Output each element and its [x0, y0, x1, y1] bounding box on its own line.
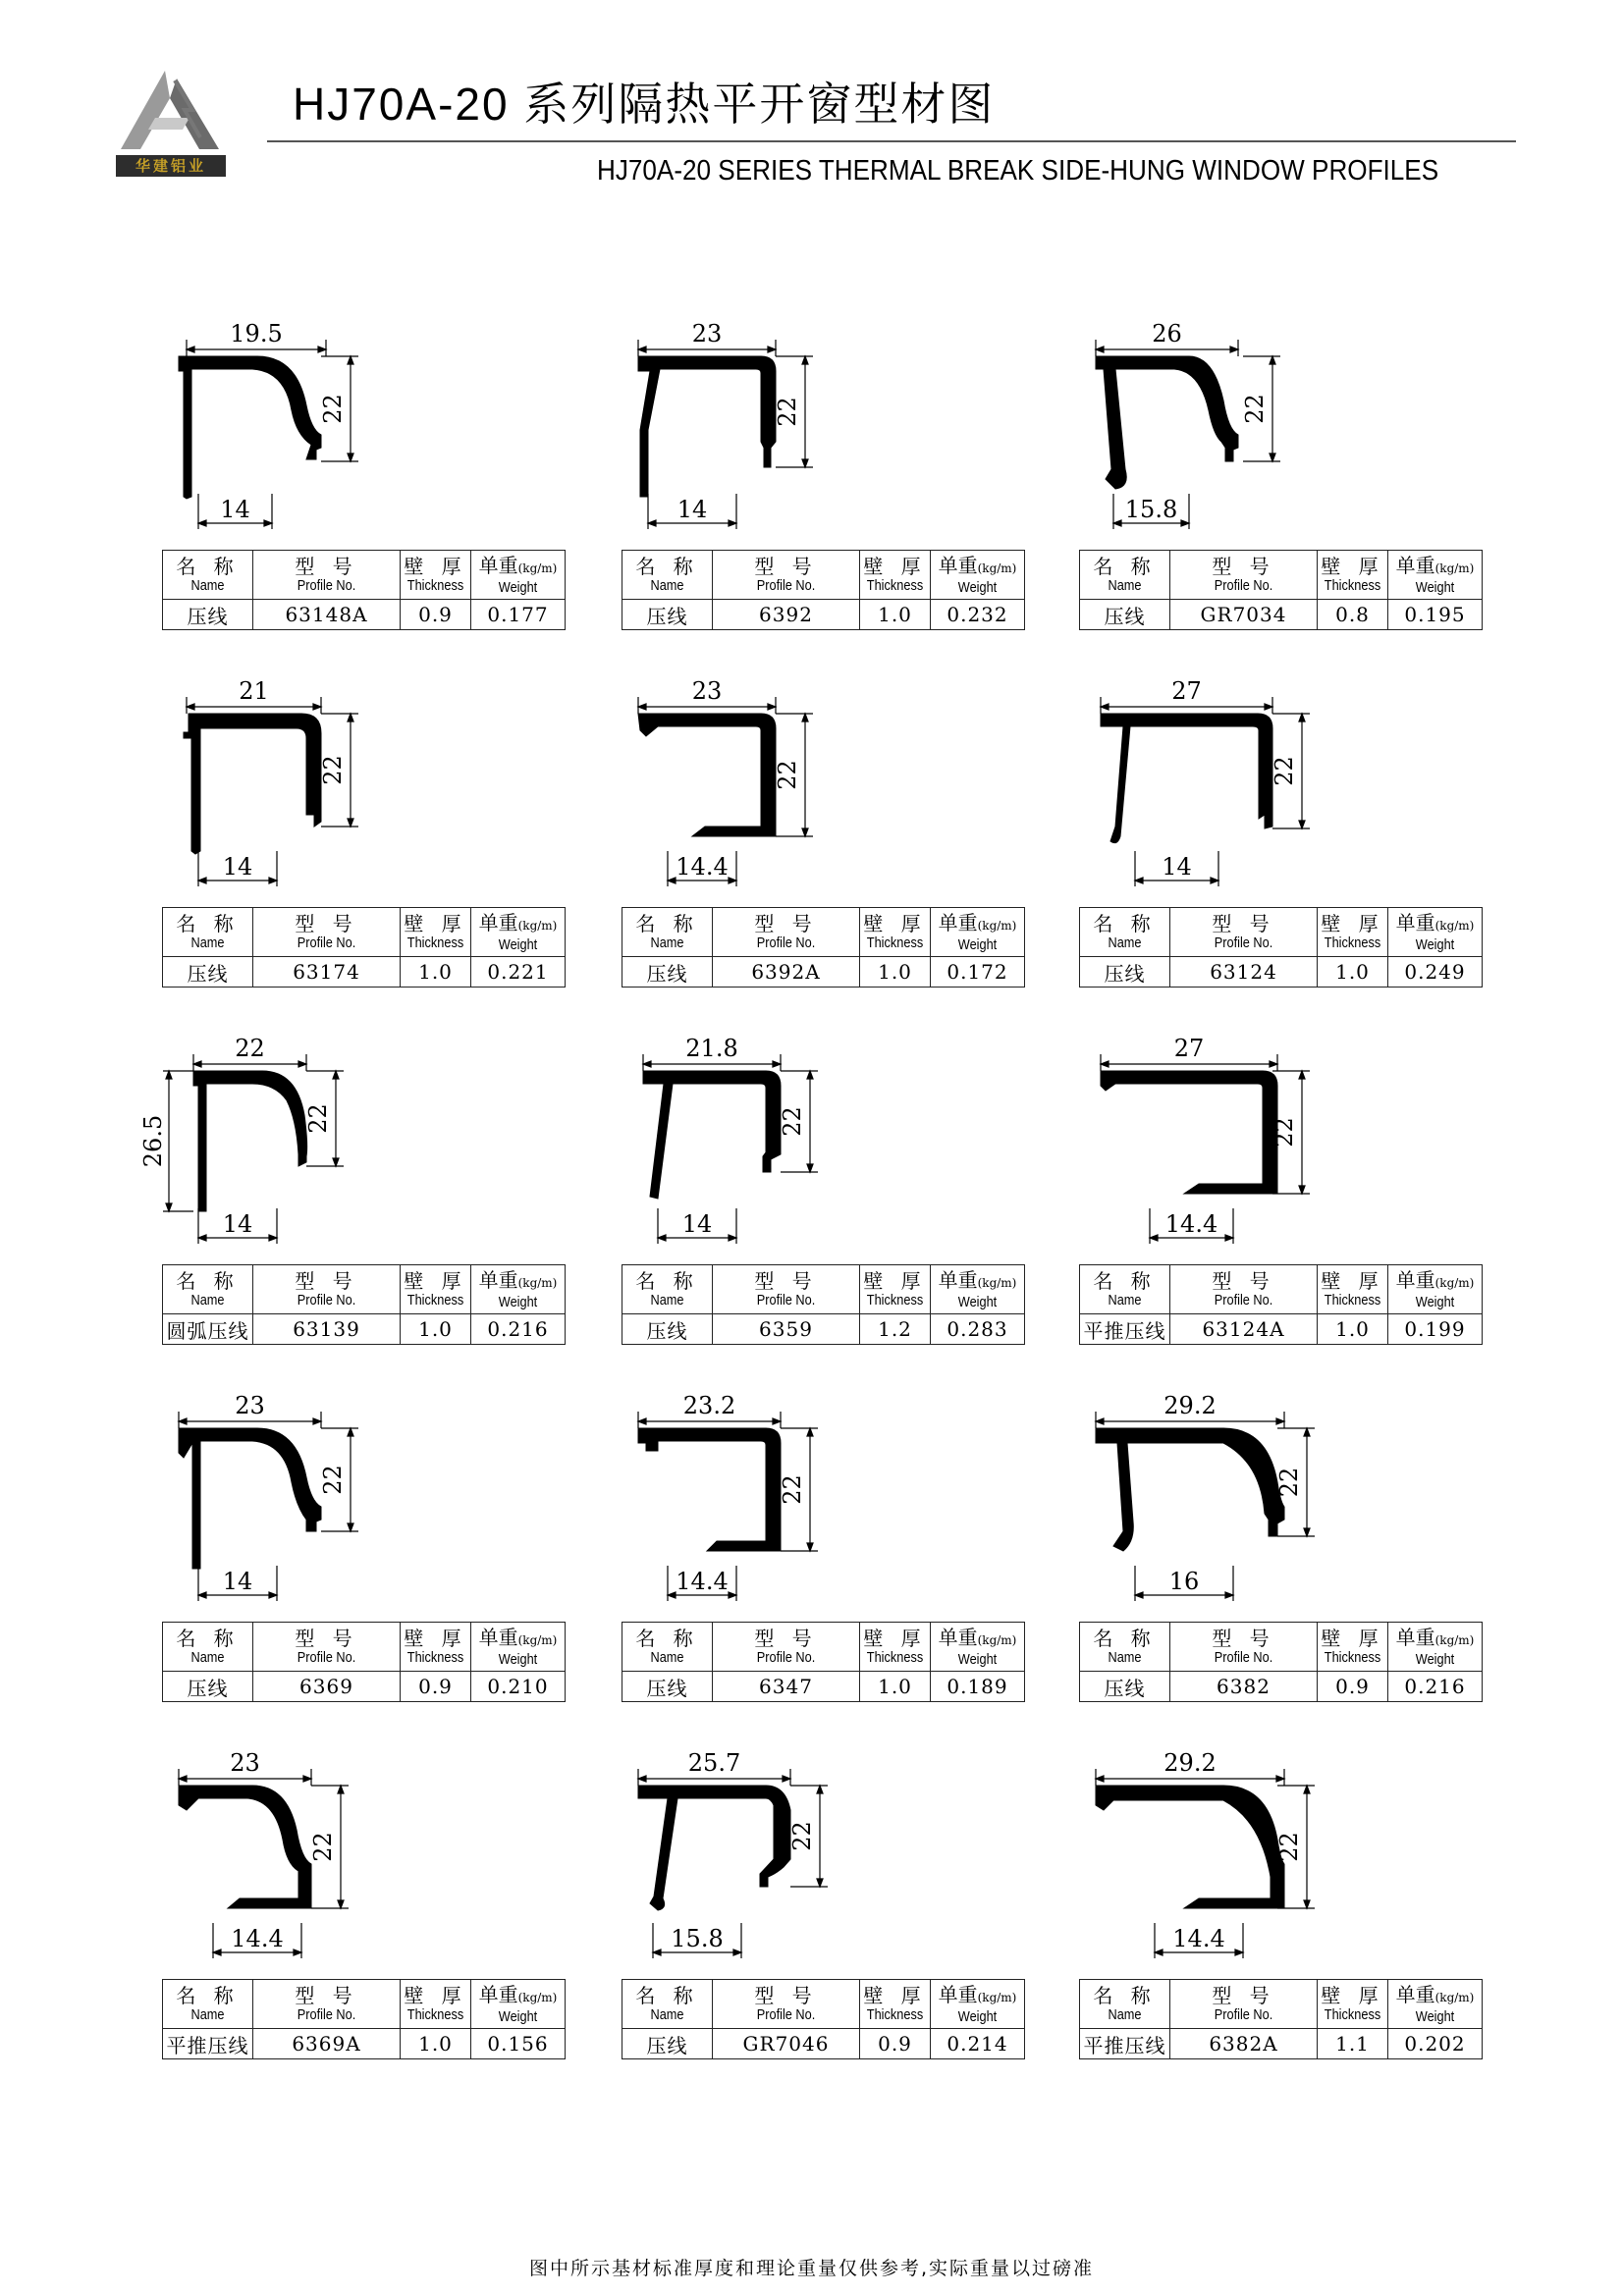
- dim-width-label: 27: [1171, 677, 1202, 705]
- profile-name: 压线: [163, 1672, 253, 1702]
- header-name: 名 称 Name: [163, 908, 253, 957]
- header-weight: 单重(kg/m) Weight: [1388, 1980, 1483, 2029]
- profile-drawing-11: [619, 1384, 893, 1620]
- spec-table-14: [622, 1979, 1025, 2059]
- spec-value-row: [163, 1672, 566, 1702]
- spec-header-row: [1080, 1623, 1483, 1672]
- spec-value-row: [622, 2029, 1025, 2059]
- dim-base-label: 14: [222, 1568, 253, 1595]
- profile-number: 63124A: [1170, 1314, 1318, 1345]
- spec-header-row: [163, 1265, 566, 1314]
- profile-section-shape: [638, 1428, 781, 1551]
- header-weight: 单重(kg/m) Weight: [471, 908, 566, 957]
- header-name: 名 称 Name: [622, 1623, 713, 1672]
- profile-weight: 0.214: [931, 2029, 1025, 2059]
- header-profile-no: 型 号 Profile No.: [253, 1980, 401, 2029]
- spec-header-row: [163, 1980, 566, 2029]
- spec-value-row: [1080, 1314, 1483, 1345]
- spec-header-row: [163, 908, 566, 957]
- dim-width-label: 29.2: [1163, 1392, 1217, 1419]
- profile-number: 63124: [1170, 957, 1318, 988]
- dim-width-label: 22: [235, 1035, 265, 1062]
- header-profile-no: 型 号 Profile No.: [253, 1623, 401, 1672]
- profile-thickness: 1.0: [401, 2029, 471, 2059]
- header-thickness: 壁 厚 Thickness: [401, 1623, 471, 1672]
- profile-name: 压线: [622, 1672, 713, 1702]
- profile-drawing-6: [1076, 669, 1351, 905]
- dim-height-label: 22: [309, 1832, 337, 1862]
- spec-table-10: [162, 1622, 566, 1702]
- spec-table-4: [162, 907, 566, 988]
- spec-table-12: [1079, 1622, 1483, 1702]
- dim-width-label: 25.7: [687, 1749, 741, 1777]
- profile-number: 63148A: [253, 600, 401, 630]
- title-divider: [267, 140, 1516, 142]
- profile-number: 63139: [253, 1314, 401, 1345]
- profile-name: 平推压线: [1080, 2029, 1170, 2059]
- profile-name: 压线: [1080, 600, 1170, 630]
- header-weight: 单重(kg/m) Weight: [1388, 1623, 1483, 1672]
- dim-height-label: 22: [1271, 756, 1298, 786]
- profile-drawing-5: [619, 669, 893, 905]
- profile-name: 圆弧压线: [163, 1314, 253, 1345]
- header-name: 名 称 Name: [1080, 551, 1170, 600]
- dim-base-label: 14.4: [231, 1925, 284, 1952]
- header-weight: 单重(kg/m) Weight: [931, 1623, 1025, 1672]
- profile-name: 压线: [622, 2029, 713, 2059]
- header-name: 名 称 Name: [1080, 1265, 1170, 1314]
- profile-drawing-13: [159, 1741, 434, 1977]
- profile-number: 63174: [253, 957, 401, 988]
- profile-number: GR7034: [1170, 600, 1318, 630]
- profile-weight: 0.202: [1388, 2029, 1483, 2059]
- dim-width-label: 23: [230, 1749, 260, 1777]
- header-weight: 单重(kg/m) Weight: [471, 1980, 566, 2029]
- profile-drawing-4: [159, 669, 434, 905]
- profile-weight: 0.199: [1388, 1314, 1483, 1345]
- spec-table-2: [622, 550, 1025, 630]
- dim-height-label: 22: [774, 760, 801, 790]
- profile-thickness: 1.0: [860, 957, 931, 988]
- profile-thickness: 0.8: [1318, 600, 1388, 630]
- profile-name: 压线: [163, 957, 253, 988]
- spec-header-row: [163, 1623, 566, 1672]
- header-profile-no: 型 号 Profile No.: [253, 1265, 401, 1314]
- header-thickness: 壁 厚 Thickness: [860, 1980, 931, 2029]
- profile-weight: 0.216: [1388, 1672, 1483, 1702]
- header-thickness: 壁 厚 Thickness: [1318, 1265, 1388, 1314]
- header-thickness: 壁 厚 Thickness: [401, 1265, 471, 1314]
- profile-section-shape: [638, 356, 776, 497]
- spec-table-7: [162, 1264, 566, 1345]
- dim-height-label: 22: [774, 397, 801, 427]
- spec-value-row: [163, 2029, 566, 2059]
- dim-base-label: 14: [1162, 853, 1192, 881]
- logo-text: 华建铝业: [116, 155, 226, 177]
- profile-section-shape: [179, 1786, 311, 1908]
- header-profile-no: 型 号 Profile No.: [713, 1980, 860, 2029]
- header-profile-no: 型 号 Profile No.: [1170, 1265, 1318, 1314]
- dim-base-label: 14: [222, 853, 253, 881]
- dim-width-label: 23: [235, 1392, 265, 1419]
- profile-thickness: 1.0: [401, 1314, 471, 1345]
- profile-number: 6369A: [253, 2029, 401, 2059]
- dim-base-label: 14: [220, 496, 250, 523]
- header-weight: 单重(kg/m) Weight: [931, 1980, 1025, 2029]
- profile-name: 压线: [163, 600, 253, 630]
- profile-drawing-14: [619, 1741, 893, 1977]
- profile-weight: 0.195: [1388, 600, 1483, 630]
- spec-table-9: [1079, 1264, 1483, 1345]
- profile-number: 6392: [713, 600, 860, 630]
- profile-weight: 0.172: [931, 957, 1025, 988]
- profile-drawing-12: [1076, 1384, 1351, 1620]
- dim-height-label: 22: [779, 1474, 806, 1505]
- profile-weight: 0.283: [931, 1314, 1025, 1345]
- profile-weight: 0.210: [471, 1672, 566, 1702]
- profile-thickness: 0.9: [401, 600, 471, 630]
- profile-section-shape: [179, 1428, 321, 1569]
- header-name: 名 称 Name: [622, 1980, 713, 2029]
- spec-header-row: [622, 1623, 1025, 1672]
- dim-height-label: 22: [319, 1465, 347, 1495]
- profile-name: 压线: [1080, 957, 1170, 988]
- profile-section-shape: [1096, 356, 1238, 489]
- profile-number: 6369: [253, 1672, 401, 1702]
- dim-base-label: 14: [676, 496, 708, 523]
- spec-value-row: [622, 1672, 1025, 1702]
- profile-weight: 0.189: [931, 1672, 1025, 1702]
- header-name: 名 称 Name: [163, 551, 253, 600]
- dim-width-label: 27: [1173, 1035, 1205, 1062]
- profile-thickness: 0.9: [860, 2029, 931, 2059]
- profile-thickness: 1.0: [1318, 1314, 1388, 1345]
- header-thickness: 壁 厚 Thickness: [1318, 1623, 1388, 1672]
- dim-height-label: 22: [1241, 394, 1269, 424]
- profile-name: 压线: [1080, 1672, 1170, 1702]
- profile-thickness: 1.1: [1318, 2029, 1388, 2059]
- header-weight: 单重(kg/m) Weight: [471, 1623, 566, 1672]
- profile-number: 6359: [713, 1314, 860, 1345]
- header-profile-no: 型 号 Profile No.: [713, 551, 860, 600]
- header-weight: 单重(kg/m) Weight: [471, 551, 566, 600]
- spec-header-row: [1080, 908, 1483, 957]
- dim-base-label: 14.4: [676, 853, 729, 881]
- header-thickness: 壁 厚 Thickness: [860, 908, 931, 957]
- profile-weight: 0.177: [471, 600, 566, 630]
- header-profile-no: 型 号 Profile No.: [253, 551, 401, 600]
- spec-value-row: [163, 1314, 566, 1345]
- header-profile-no: 型 号 Profile No.: [1170, 1623, 1318, 1672]
- dim-base-label: 14: [681, 1210, 713, 1238]
- spec-table-5: [622, 907, 1025, 988]
- spec-table-8: [622, 1264, 1025, 1345]
- header-thickness: 壁 厚 Thickness: [860, 551, 931, 600]
- profile-section-shape: [1096, 1428, 1284, 1551]
- profile-number: 6392A: [713, 957, 860, 988]
- profile-drawing-10: [159, 1384, 434, 1620]
- profile-section-shape: [638, 1786, 790, 1910]
- profile-drawing-2: [619, 312, 893, 548]
- dim-base-label: 14.4: [1164, 1210, 1218, 1238]
- profile-section-shape: [1101, 714, 1272, 843]
- dim-width-label: 21.8: [685, 1035, 738, 1062]
- header-profile-no: 型 号 Profile No.: [1170, 908, 1318, 957]
- profile-number: 6382A: [1170, 2029, 1318, 2059]
- profile-thickness: 1.2: [860, 1314, 931, 1345]
- spec-table-15: [1079, 1979, 1483, 2059]
- header-thickness: 壁 厚 Thickness: [401, 908, 471, 957]
- spec-header-row: [1080, 551, 1483, 600]
- profile-number: GR7046: [713, 2029, 860, 2059]
- profile-name: 压线: [622, 1314, 713, 1345]
- spec-value-row: [622, 600, 1025, 630]
- header-weight: 单重(kg/m) Weight: [931, 551, 1025, 600]
- footer-note: 图中所示基材标准厚度和理论重量仅供参考,实际重量以过磅准: [528, 2258, 1095, 2279]
- dim-width-label: 23: [691, 320, 723, 347]
- profile-number: 6382: [1170, 1672, 1318, 1702]
- header-name: 名 称 Name: [163, 1980, 253, 2029]
- page-subtitle: HJ70A-20 SERIES THERMAL BREAK SIDE-HUNG WINDOW PROFILES: [597, 155, 1439, 187]
- dim-base-label: 15.8: [1124, 496, 1178, 523]
- dim-base-label: 14: [222, 1210, 253, 1238]
- header-weight: 单重(kg/m) Weight: [471, 1265, 566, 1314]
- profile-name: 平推压线: [1080, 1314, 1170, 1345]
- header-name: 名 称 Name: [1080, 1980, 1170, 2029]
- profile-thickness: 1.0: [1318, 957, 1388, 988]
- dim-width-label: 26: [1152, 320, 1182, 347]
- header-weight: 单重(kg/m) Weight: [931, 908, 1025, 957]
- header-weight: 单重(kg/m) Weight: [931, 1265, 1025, 1314]
- spec-table-6: [1079, 907, 1483, 988]
- spec-header-row: [163, 551, 566, 600]
- profile-thickness: 1.0: [860, 600, 931, 630]
- header-weight: 单重(kg/m) Weight: [1388, 551, 1483, 600]
- spec-header-row: [622, 1980, 1025, 2029]
- profile-drawing-15: [1076, 1741, 1351, 1977]
- profile-drawing-9: [1076, 1027, 1351, 1262]
- dim-height-label: 22: [319, 394, 347, 424]
- header-name: 名 称 Name: [622, 1265, 713, 1314]
- page-title: HJ70A-20 系列隔热平开窗型材图: [293, 79, 996, 130]
- header-thickness: 壁 厚 Thickness: [1318, 1980, 1388, 2029]
- dim-base-label: 14.4: [676, 1568, 729, 1595]
- profile-thickness: 0.9: [1318, 1672, 1388, 1702]
- header-weight: 单重(kg/m) Weight: [1388, 908, 1483, 957]
- dim-width-label: 19.5: [230, 320, 283, 347]
- profile-weight: 0.216: [471, 1314, 566, 1345]
- spec-value-row: [622, 1314, 1025, 1345]
- dim-height-label: 22: [1275, 1832, 1303, 1862]
- spec-header-row: [622, 908, 1025, 957]
- header-profile-no: 型 号 Profile No.: [713, 908, 860, 957]
- header-thickness: 壁 厚 Thickness: [860, 1623, 931, 1672]
- spec-value-row: [1080, 957, 1483, 988]
- profile-name: 压线: [622, 600, 713, 630]
- header-profile-no: 型 号 Profile No.: [1170, 551, 1318, 600]
- header-profile-no: 型 号 Profile No.: [713, 1623, 860, 1672]
- dim-width-label: 23.2: [682, 1392, 736, 1419]
- header-thickness: 壁 厚 Thickness: [1318, 908, 1388, 957]
- profile-section-shape: [193, 1071, 307, 1211]
- profile-weight: 0.221: [471, 957, 566, 988]
- header-profile-no: 型 号 Profile No.: [713, 1265, 860, 1314]
- profile-section-shape: [643, 1071, 781, 1199]
- profile-section-shape: [1096, 1786, 1284, 1908]
- header-weight: 单重(kg/m) Weight: [1388, 1265, 1483, 1314]
- dim-height-label: 22: [1275, 1467, 1303, 1498]
- header-thickness: 壁 厚 Thickness: [401, 1980, 471, 2029]
- dim-height-label: 22: [788, 1821, 816, 1851]
- spec-value-row: [163, 957, 566, 988]
- dim-width-label: 21: [239, 677, 269, 705]
- header-name: 名 称 Name: [163, 1623, 253, 1672]
- header-thickness: 壁 厚 Thickness: [401, 551, 471, 600]
- dim-width-label: 23: [691, 677, 723, 705]
- spec-table-13: [162, 1979, 566, 2059]
- spec-table-11: [622, 1622, 1025, 1702]
- dim-width-label: 29.2: [1163, 1749, 1217, 1777]
- spec-value-row: [163, 600, 566, 630]
- spec-value-row: [622, 957, 1025, 988]
- profile-weight: 0.232: [931, 600, 1025, 630]
- spec-table-1: [162, 550, 566, 630]
- header-thickness: 壁 厚 Thickness: [1318, 551, 1388, 600]
- spec-header-row: [622, 1265, 1025, 1314]
- spec-value-row: [1080, 2029, 1483, 2059]
- profile-thickness: 1.0: [401, 957, 471, 988]
- dim-base-label: 16: [1168, 1568, 1200, 1595]
- header-profile-no: 型 号 Profile No.: [253, 908, 401, 957]
- dim-base-label: 15.8: [671, 1925, 724, 1952]
- header-thickness: 壁 厚 Thickness: [860, 1265, 931, 1314]
- profile-name: 压线: [622, 957, 713, 988]
- header-name: 名 称 Name: [1080, 1623, 1170, 1672]
- dim-base-label: 14.4: [1172, 1925, 1225, 1952]
- spec-header-row: [622, 551, 1025, 600]
- profile-section-shape: [638, 714, 776, 836]
- profile-section-shape: [179, 356, 321, 499]
- profile-drawing-8: [619, 1027, 893, 1262]
- profile-section-shape: [184, 714, 321, 854]
- profile-drawing-3: [1076, 312, 1351, 548]
- profile-drawing-1: [159, 312, 434, 548]
- profile-drawing-7: [139, 1027, 434, 1262]
- header-profile-no: 型 号 Profile No.: [1170, 1980, 1318, 2029]
- dim-left-height-label: 26.5: [139, 1114, 167, 1168]
- header-name: 名 称 Name: [622, 551, 713, 600]
- spec-value-row: [1080, 600, 1483, 630]
- dim-height-label: 22: [779, 1106, 806, 1137]
- spec-value-row: [1080, 1672, 1483, 1702]
- profile-name: 平推压线: [163, 2029, 253, 2059]
- profile-weight: 0.156: [471, 2029, 566, 2059]
- dim-height-label: 22: [304, 1103, 332, 1134]
- profile-section-shape: [1101, 1071, 1277, 1194]
- dim-height-label: 22: [319, 755, 347, 785]
- profile-weight: 0.249: [1388, 957, 1483, 988]
- spec-table-3: [1079, 550, 1483, 630]
- profile-number: 6347: [713, 1672, 860, 1702]
- header-name: 名 称 Name: [622, 908, 713, 957]
- profile-thickness: 0.9: [401, 1672, 471, 1702]
- dim-height-label: 22: [1271, 1117, 1298, 1148]
- header-name: 名 称 Name: [163, 1265, 253, 1314]
- header-name: 名 称 Name: [1080, 908, 1170, 957]
- spec-header-row: [1080, 1980, 1483, 2029]
- spec-header-row: [1080, 1265, 1483, 1314]
- profile-thickness: 1.0: [860, 1672, 931, 1702]
